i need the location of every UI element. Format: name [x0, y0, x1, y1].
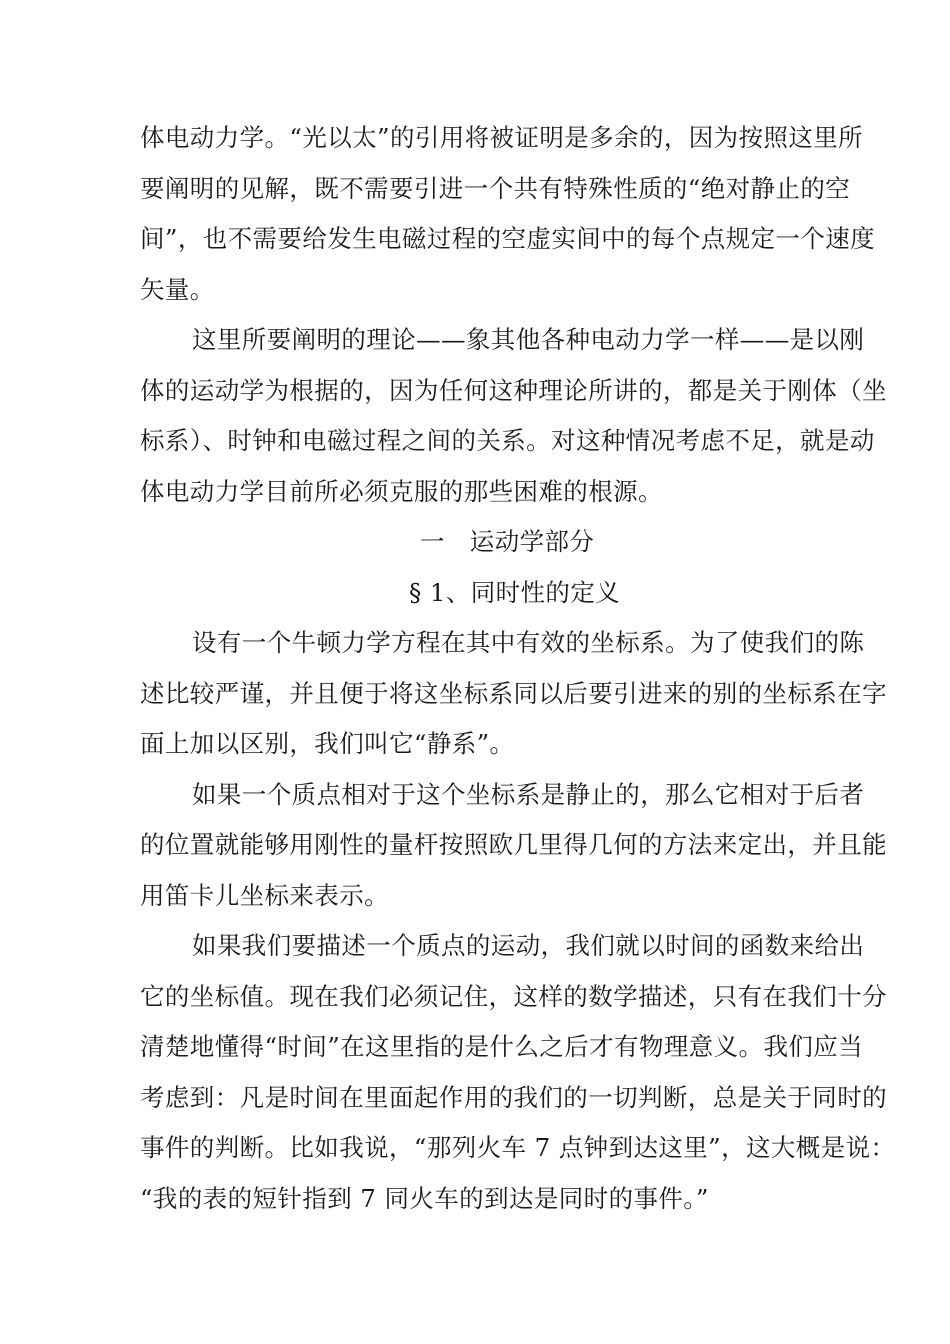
text-line: 清楚地懂得“时间”在这里指的是什么之后才有物理意义。我们应当 — [140, 1032, 864, 1061]
text-line: 体电动力学目前所必须克服的那些困难的根源。 — [140, 476, 663, 506]
text-line: 面上加以区别，我们叫它“静系”。 — [140, 729, 515, 758]
text-line: 矢量。 — [140, 274, 215, 304]
text-line: 用笛卡儿坐标来表示。 — [140, 880, 389, 910]
text-line: 体电动力学。“光以太”的引用将被证明是多余的，因为按照这里所 — [140, 123, 864, 152]
text-line: 事件的判断。比如我说，“那列火车 7 点钟到达这里”，这大概是说： — [140, 1133, 896, 1162]
text-line: 要阐明的见解，既不需要引进一个共有特殊性质的“绝对静止的空 — [140, 173, 851, 203]
text-line: 述比较严谨，并且便于将这坐标系同以后要引进来的别的坐标系在字 — [140, 678, 887, 708]
text-line: 设有一个牛顿力学方程在其中有效的坐标系。为了使我们的陈 — [192, 628, 865, 657]
section-heading: 一 运动学部分 — [420, 527, 595, 556]
text-line: 它的坐标值。现在我们必须记住，这样的数学描述，只有在我们十分 — [140, 981, 887, 1011]
text-line: 体的运动学为根据的，因为任何这种理论所讲的，都是关于刚体（坐 — [140, 375, 887, 405]
text-line: 这里所要阐明的理论——象其他各种电动力学一样——是以刚 — [192, 325, 865, 354]
text-line: 如果一个质点相对于这个坐标系是静止的，那么它相对于后者 — [192, 779, 865, 809]
text-line: 考虑到：凡是时间在里面起作用的我们的一切判断，总是关于同时的 — [140, 1082, 887, 1112]
document-body — [140, 113, 896, 1224]
text-line: 标系）、时钟和电磁过程之间的关系。对这种情况考虑不足，就是动 — [140, 426, 875, 455]
text-line: 如果我们要描述一个质点的运动，我们就以时间的函数来给出 — [192, 931, 865, 960]
text-line: 间”，也不需要给发生电磁过程的空虚实间中的每个点规定一个速度 — [140, 224, 876, 253]
subsection-heading: § 1、同时性的定义 — [409, 577, 621, 607]
text-line: “我的表的短针指到 7 同火车的到达是同时的事件。” — [140, 1183, 709, 1213]
text-line: 的位置就能够用刚性的量杆按照欧几里得几何的方法来定出，并且能 — [140, 830, 887, 859]
